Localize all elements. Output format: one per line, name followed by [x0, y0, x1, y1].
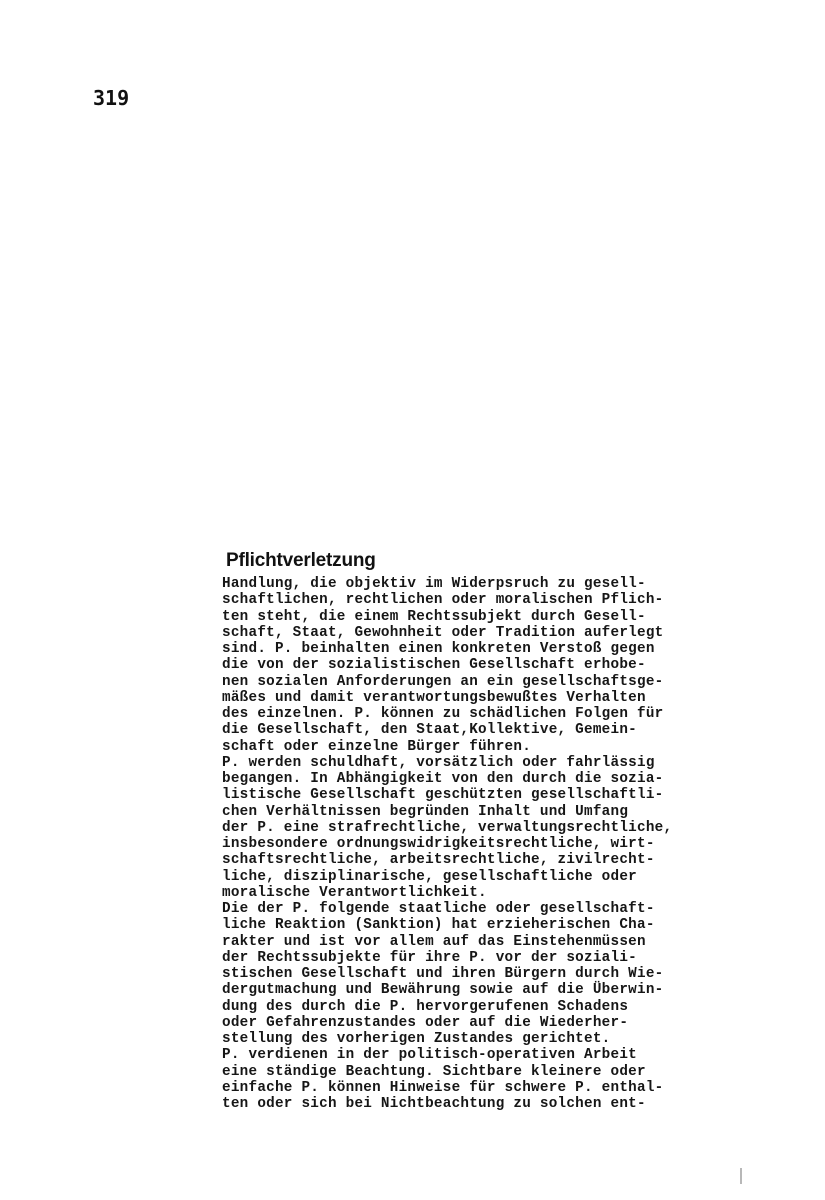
- entry-text-line: ten steht, die einem Rechtssubjekt durch Gesell-: [222, 608, 646, 625]
- entry-text-line: stischen Gesellschaft und ihren Bürgern durch Wie-: [222, 966, 664, 982]
- entry-text-line: dergutmachung und Bewährung sowie auf die Überwin-: [222, 982, 664, 999]
- entry-text-line: Handlung, die objektiv im Widerpsruch zu gesell-: [222, 576, 646, 592]
- entry-text-line: schaftsrechtliche, arbeitsrechtliche, zivilrecht-: [222, 852, 655, 869]
- entry-text-line: mäßes und damit verantwortungsbewußtes Verhalten: [222, 689, 646, 706]
- entry-title: Pflichtverletzung: [226, 550, 376, 571]
- entry-text-line: stellung des vorherigen Zustandes gerichtet.: [222, 1031, 611, 1047]
- entry-text-line: nen sozialen Anforderungen an ein gesellschaftsge-: [222, 673, 664, 690]
- entry-body: [222, 576, 742, 1112]
- entry-text-line: der Rechtssubjekte für ihre P. vor der soziali-: [222, 949, 637, 966]
- entry-text-line: P. werden schuldhaft, vorsätzlich oder fahrlässig: [222, 754, 655, 771]
- entry-text-line: oder Gefahrenzustandes oder auf die Wiederher-: [222, 1014, 629, 1031]
- scan-mark: [740, 1168, 742, 1184]
- entry-text-line: sind. P. beinhalten einen konkreten Verstoß gegen: [222, 641, 655, 657]
- entry-text-line: liche Reaktion (Sanktion) hat erzieherischen Cha-: [222, 917, 655, 934]
- entry-text-line: chen Verhältnissen begründen Inhalt und Umfang: [222, 803, 629, 820]
- entry-text-line: einfache P. können Hinweise für schwere P. enthal-: [222, 1079, 664, 1096]
- entry-text-line: ten oder sich bei Nichtbeachtung zu solchen ent-: [222, 1096, 646, 1112]
- entry-text-line: schaft oder einzelne Bürger führen.: [222, 738, 532, 755]
- entry-text-line: insbesondere ordnungswidrigkeitsrechtliche, wirt-: [222, 836, 655, 852]
- entry-text-line: P. verdienen in der politisch-operativen Arbeit: [222, 1047, 637, 1064]
- entry-text-line: Die der P. folgende staatliche oder gesellschaft-: [222, 901, 655, 917]
- entry-text-line: schaftlichen, rechtlichen oder moralischen Pflich-: [222, 592, 664, 609]
- entry-text-line: listische Gesellschaft geschützten gesellschaftli-: [222, 787, 664, 804]
- entry-text-line: liche, disziplinarische, gesellschaftliche oder: [222, 868, 637, 885]
- dictionary-entry: [222, 550, 742, 1112]
- page-number: 319: [93, 86, 130, 110]
- entry-text-line: eine ständige Beachtung. Sichtbare kleinere oder: [222, 1063, 646, 1080]
- entry-text-line: begangen. In Abhängigkeit von den durch die sozia-: [222, 771, 664, 787]
- entry-text-line: des einzelnen. P. können zu schädlichen Folgen für: [222, 706, 664, 722]
- entry-text-line: der P. eine strafrechtliche, verwaltungsrechtliche,: [222, 819, 673, 836]
- entry-text-line: die von der sozialistischen Gesellschaft erhobe-: [222, 657, 646, 674]
- entry-text-line: die Gesellschaft, den Staat,Kollektive, Gemein-: [222, 722, 637, 739]
- entry-text-line: dung des durch die P. hervorgerufenen Schadens: [222, 998, 629, 1015]
- entry-text-line: moralische Verantwortlichkeit.: [222, 884, 487, 901]
- entry-text-line: rakter und ist vor allem auf das Einstehenmüssen: [222, 933, 646, 950]
- entry-text-line: schaft, Staat, Gewohnheit oder Tradition auferlegt: [222, 624, 664, 641]
